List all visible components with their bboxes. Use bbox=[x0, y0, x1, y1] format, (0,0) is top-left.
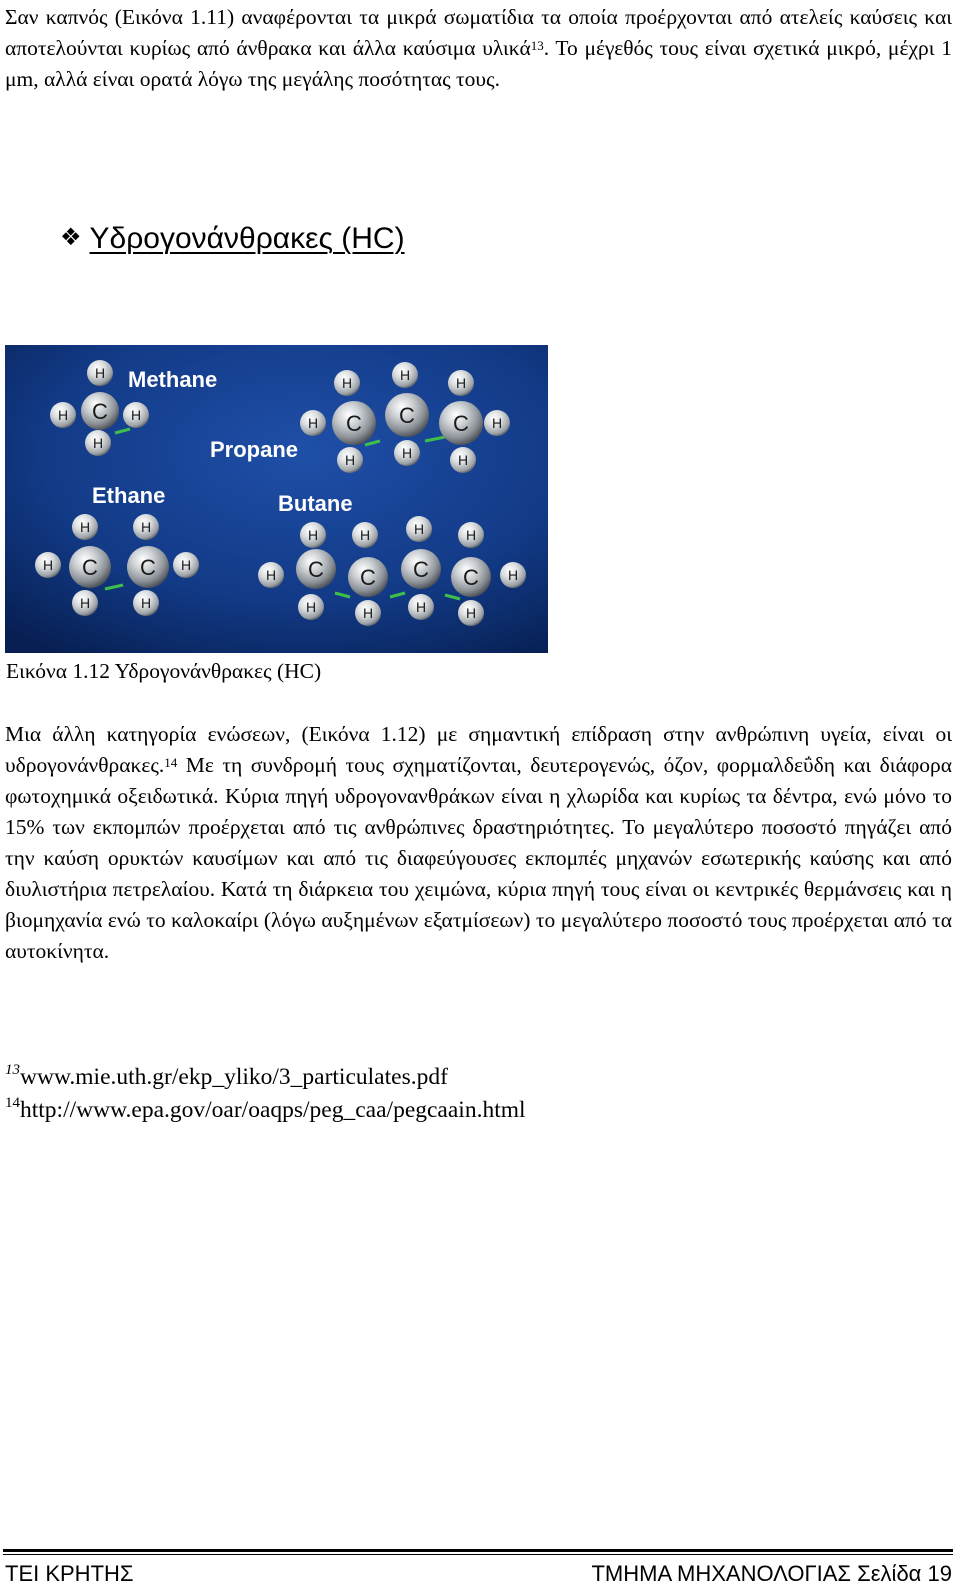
hydrogen-symbol: H bbox=[180, 557, 192, 573]
hydrogen-symbol: H bbox=[130, 407, 142, 423]
section-heading-text: Υδρογονάνθρακες (HC) bbox=[89, 222, 405, 255]
body-text-continued: Με τη συνδρομή τους σχηματίζονται, δευτερογενώς, όζον, φορμαλδεΰδη και διάφορα φωτοχημικά οξειδωτικά. Κύρια πηγή υδρογονανθράκων είναι η χλωρίδα και κυρίως τα δέντρα, ενώ μόνο το 15% των εκπομπών προέρχεται από τις ανθρώπινες δραστηριότητες. Το μεγαλύτερο ποσοστό πηγάζει από την καύση ορυκτών καυσίμων και από τις διαφεύγουσες εκπομπές μηχανών εσωτερικής καύσης και από διυλιστήρια πετρελαίου. Κατά τη διάρκεια του χειμώνα, κύρια πηγή τους είναι οι κεντρικές θερμάνσεις και η βιομηχανία ενώ το καλοκαίρι (λόγω αυξημένων εξατμίσεων) το μεγαλύτερο ποσοστό τους προέρχεται από τα αυτοκίνητα. bbox=[5, 753, 952, 963]
footnote-ref-13[interactable]: 13 bbox=[530, 38, 544, 53]
intro-paragraph bbox=[5, 2, 952, 95]
hydrogen-symbol: H bbox=[57, 407, 69, 423]
carbon-symbol: C bbox=[463, 565, 479, 590]
hydrocarbons-illustration bbox=[5, 345, 548, 653]
body-paragraph bbox=[5, 719, 952, 967]
intro-text: Σαν καπνός (Εικόνα 1.11) αναφέρονται τα μικρά σωματίδια τα οποία προέρχονται από ατελείς καύσεις και αποτελούνται κυρίως από άνθρακα και άλλα καύσιμα υλικά bbox=[5, 5, 952, 60]
footer-department-page: ΤΜΗΜΑ ΜΗΧΑΝΟΛΟΓΙΑΣ Σελίδα 19 bbox=[591, 1561, 952, 1586]
footnote-link[interactable]: www.mie.uth.gr/ekp_yliko/3_particulates.pdf bbox=[20, 1064, 448, 1090]
hydrogen-symbol: H bbox=[265, 567, 277, 583]
hydrogen-symbol: H bbox=[457, 452, 469, 468]
footnote-link[interactable]: http://www.epa.gov/oar/oaqps/peg_caa/pegcaain.html bbox=[20, 1097, 526, 1123]
hydrogen-symbol: H bbox=[455, 375, 467, 391]
hydrocarbons-figure bbox=[5, 345, 548, 653]
hydrogen-symbol: H bbox=[359, 527, 371, 543]
hydrogen-symbol: H bbox=[140, 595, 152, 611]
hydrogen-symbol: H bbox=[42, 557, 54, 573]
hydrogen-symbol: H bbox=[413, 521, 425, 537]
hydrogen-symbol: H bbox=[92, 435, 104, 451]
hydrogen-symbol: H bbox=[79, 519, 91, 535]
footnote-ref-14[interactable]: 14 bbox=[164, 755, 178, 770]
hydrogen-symbol: H bbox=[507, 567, 519, 583]
hydrogen-symbol: H bbox=[341, 375, 353, 391]
hydrogen-symbol: H bbox=[79, 595, 91, 611]
hydrogen-symbol: H bbox=[140, 519, 152, 535]
hydrogen-symbol: H bbox=[465, 605, 477, 621]
hydrogen-symbol: H bbox=[307, 415, 319, 431]
hydrogen-symbol: H bbox=[465, 527, 477, 543]
hydrogen-symbol: H bbox=[94, 365, 106, 381]
carbon-symbol: C bbox=[82, 555, 98, 580]
carbon-symbol: C bbox=[92, 399, 108, 424]
footnote-number: 13 bbox=[5, 1062, 20, 1078]
figure-caption: Εικόνα 1.12 Υδρογονάνθρακες (HC) bbox=[6, 659, 322, 683]
diamond-bullet-icon: ❖ bbox=[60, 223, 82, 251]
hydrogen-symbol: H bbox=[399, 367, 411, 383]
carbon-symbol: C bbox=[308, 557, 324, 582]
carbon-symbol: C bbox=[360, 565, 376, 590]
propane-label: Propane bbox=[210, 437, 299, 462]
intro-text-continued: . Το μέγεθός τους είναι σχετικά μικρό, μέχρι 1 μm, αλλά είναι ορατά λόγω της μεγάλης ποσότητας τους. bbox=[5, 36, 952, 91]
footer-institution: ΤΕΙ ΚΡΗΤΗΣ bbox=[5, 1561, 134, 1586]
hydrogen-symbol: H bbox=[415, 599, 427, 615]
footnote-14 bbox=[5, 1097, 526, 1124]
methane-label: Methane bbox=[128, 367, 218, 392]
carbon-symbol: C bbox=[140, 555, 156, 580]
carbon-symbol: C bbox=[346, 411, 362, 436]
hydrogen-symbol: H bbox=[401, 445, 413, 461]
hydrogen-symbol: H bbox=[305, 599, 317, 615]
footer-divider-thin bbox=[3, 1554, 953, 1555]
footnote-13 bbox=[5, 1064, 448, 1091]
carbon-symbol: C bbox=[413, 557, 429, 582]
hydrogen-symbol: H bbox=[307, 527, 319, 543]
hydrogen-symbol: H bbox=[344, 452, 356, 468]
ethane-label: Ethane bbox=[92, 483, 166, 508]
hydrogen-symbol: H bbox=[491, 415, 503, 431]
butane-label: Butane bbox=[278, 491, 353, 516]
footer-divider bbox=[3, 1549, 953, 1552]
section-heading bbox=[60, 217, 405, 259]
hydrogen-symbol: H bbox=[362, 605, 374, 621]
footnote-number: 14 bbox=[5, 1095, 20, 1111]
carbon-symbol: C bbox=[399, 403, 415, 428]
body-text: Μια άλλη κατηγορία ενώσεων, (Εικόνα 1.12) με σημαντική επίδραση στην ανθρώπινη υγεία, είναι οι υδρογονάνθρακες. bbox=[5, 722, 952, 777]
carbon-symbol: C bbox=[453, 411, 469, 436]
